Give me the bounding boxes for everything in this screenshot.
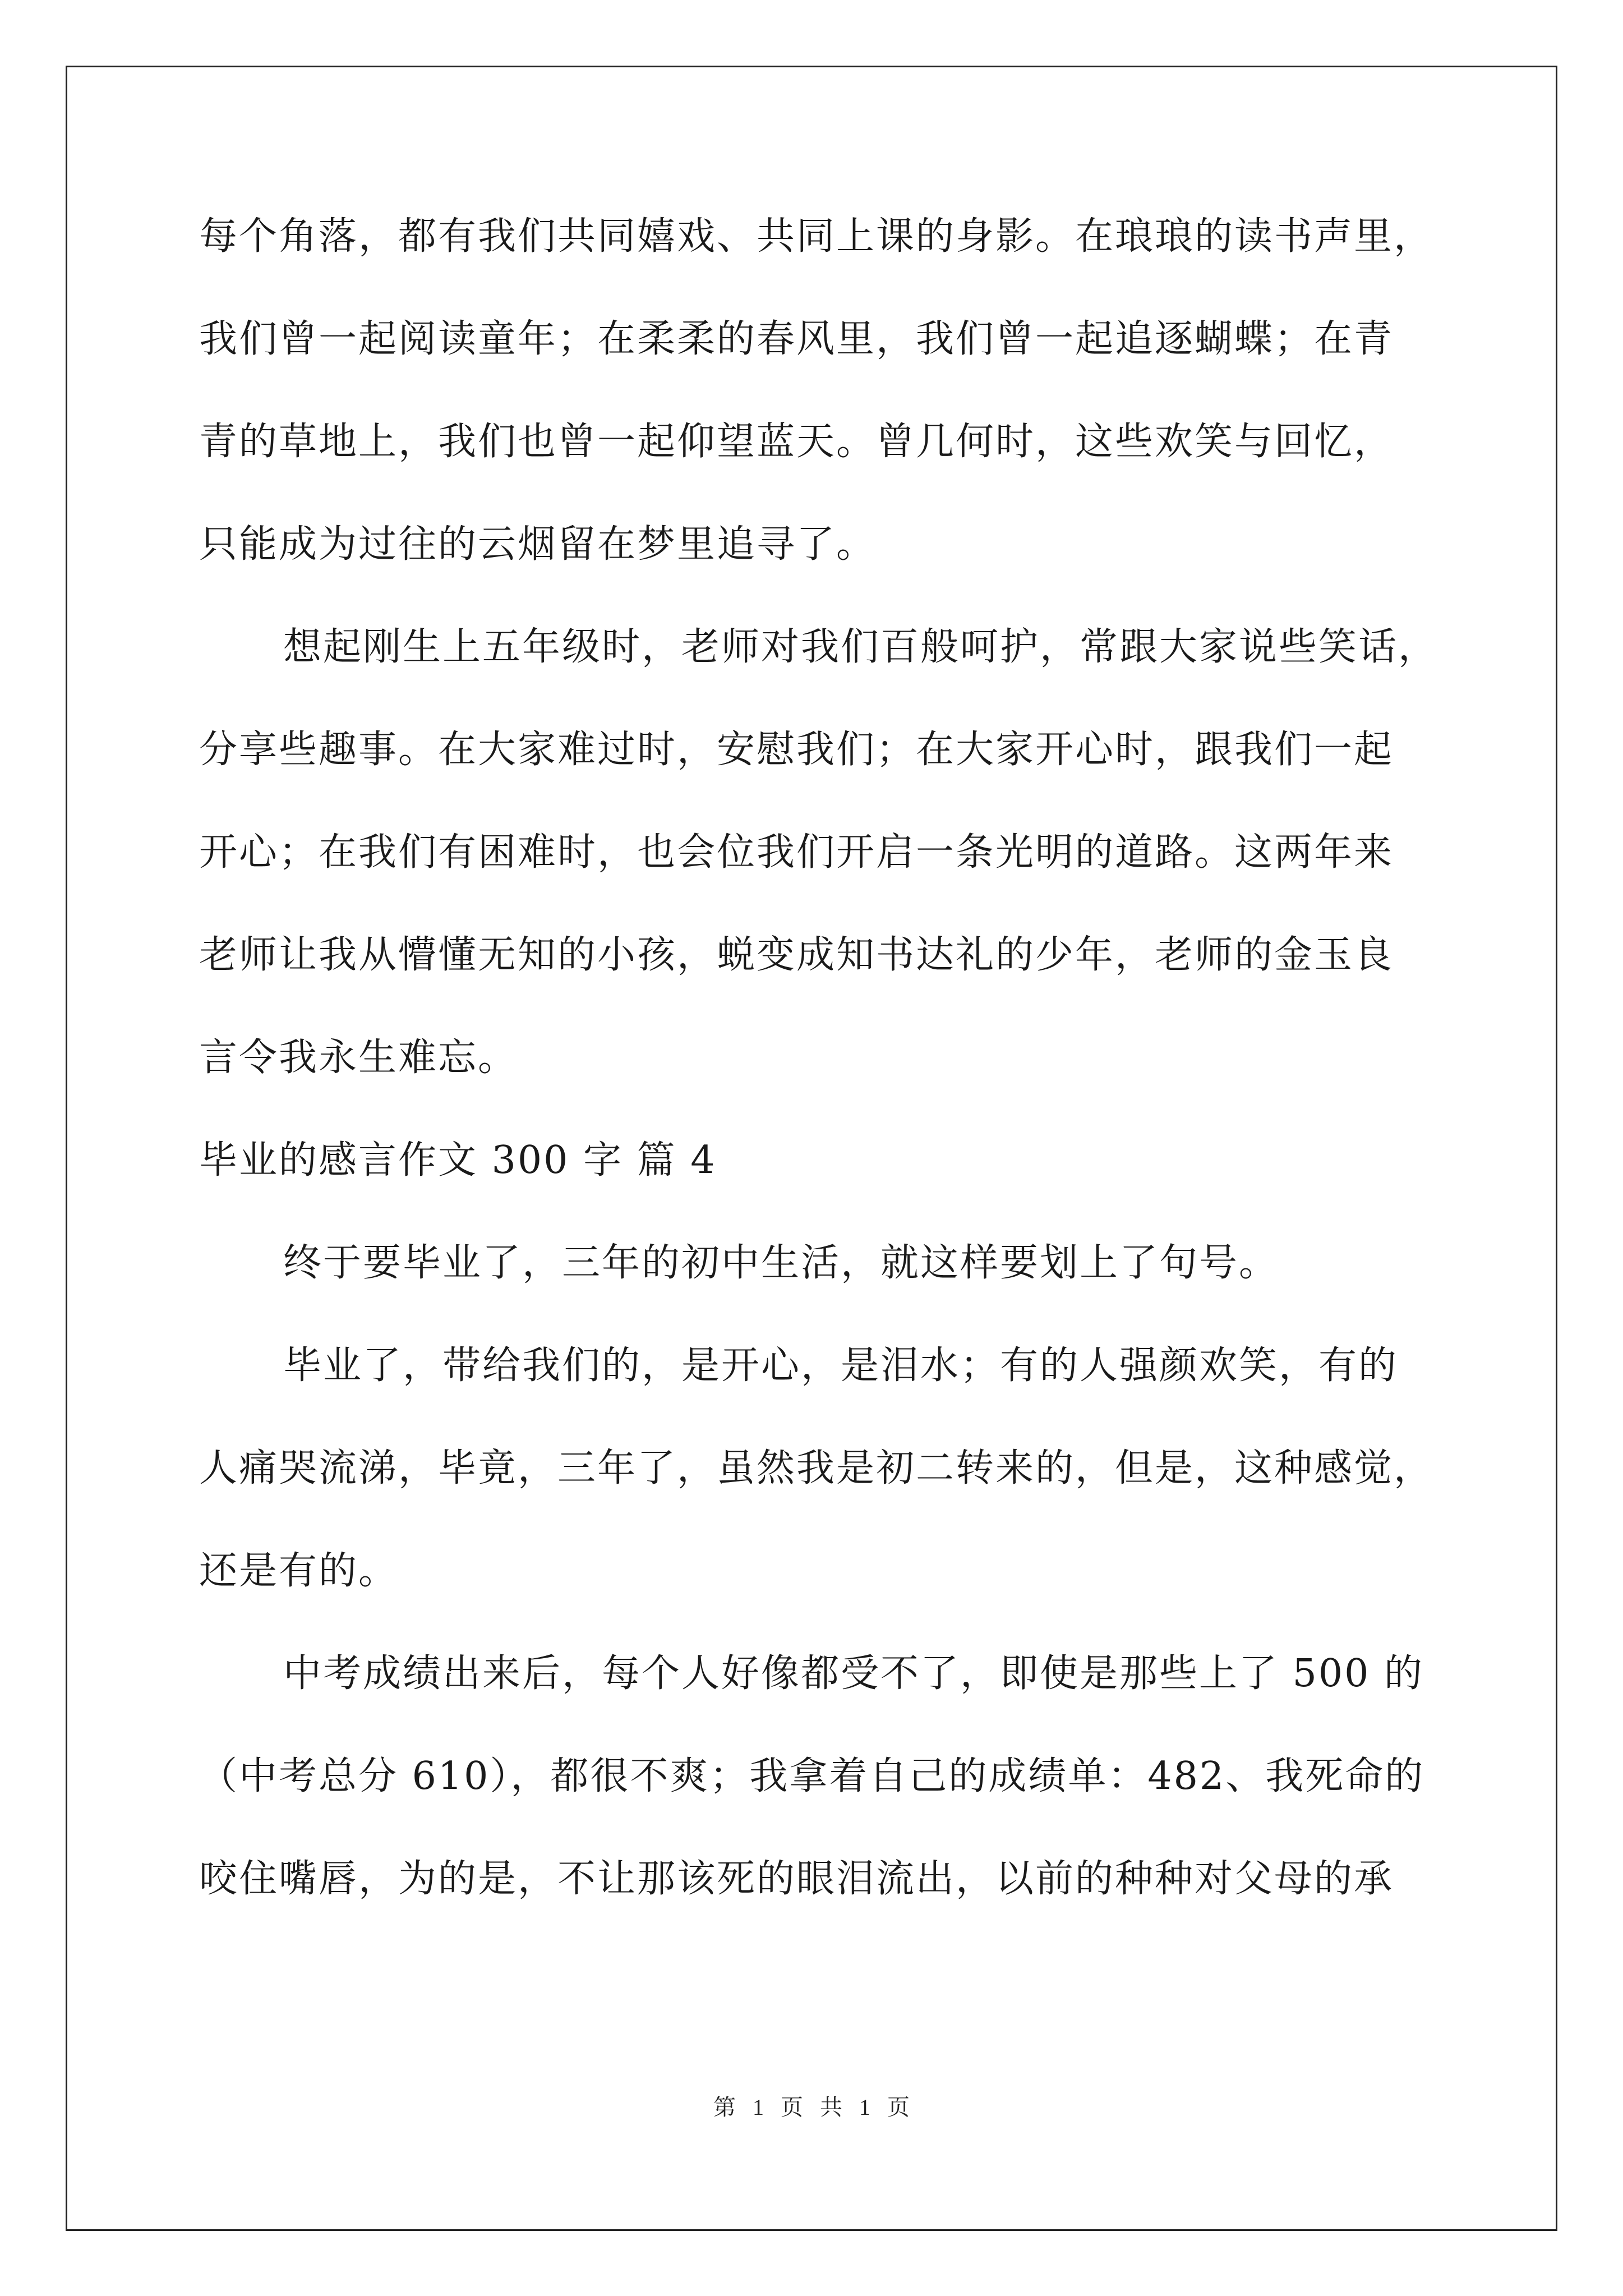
text-line: 分享些趣事。在大家难过时，安慰我们；在大家开心时，跟我们一起 <box>199 728 1394 772</box>
text-line: 人痛哭流涕，毕竟，三年了，虽然我是初二转来的，但是，这种感觉， <box>199 1446 1434 1490</box>
text-line: 老师让我从懵懂无知的小孩，蜕变成知书达礼的少年，老师的金玉良 <box>199 933 1394 977</box>
page-number-footer: 第 1 页 共 1 页 <box>713 2095 910 2120</box>
text-line: 毕业了，带给我们的，是开心，是泪水；有的人强颜欢笑，有的 <box>283 1343 1399 1388</box>
text-line: 中考成绩出来后，每个人好像都受不了，即使是那些上了 500 的 <box>283 1651 1424 1696</box>
text-line: 想起刚生上五年级时，老师对我们百般呵护，常跟大家说些笑话， <box>283 625 1438 669</box>
text-line: （中考总分 610），都很不爽；我拿着自己的成绩单：482、我死命的 <box>199 1754 1425 1798</box>
document-body <box>199 185 1472 1930</box>
text-line: 只能成为过往的云烟留在梦里追寻了。 <box>199 522 877 567</box>
text-line: 青的草地上，我们也曾一起仰望蓝天。曾几何时，这些欢笑与回忆， <box>199 420 1394 464</box>
text-line: 每个角落，都有我们共同嬉戏、共同上课的身影。在琅琅的读书声里， <box>199 214 1434 259</box>
text-line: 终于要毕业了，三年的初中生活，就这样要划上了句号。 <box>283 1241 1279 1285</box>
text-line: 我们曾一起阅读童年；在柔柔的春风里，我们曾一起追逐蝴蝶；在青 <box>199 317 1394 361</box>
text-line: 言令我永生难忘。 <box>199 1036 518 1080</box>
text-line: 开心；在我们有困难时，也会位我们开启一条光明的道路。这两年来 <box>199 830 1394 875</box>
section-heading: 毕业的感言作文 300 字 篇 4 <box>199 1138 717 1182</box>
text-line: 咬住嘴唇，为的是，不让那该死的眼泪流出，以前的种种对父母的承 <box>199 1857 1394 1901</box>
text-line: 还是有的。 <box>199 1549 399 1593</box>
